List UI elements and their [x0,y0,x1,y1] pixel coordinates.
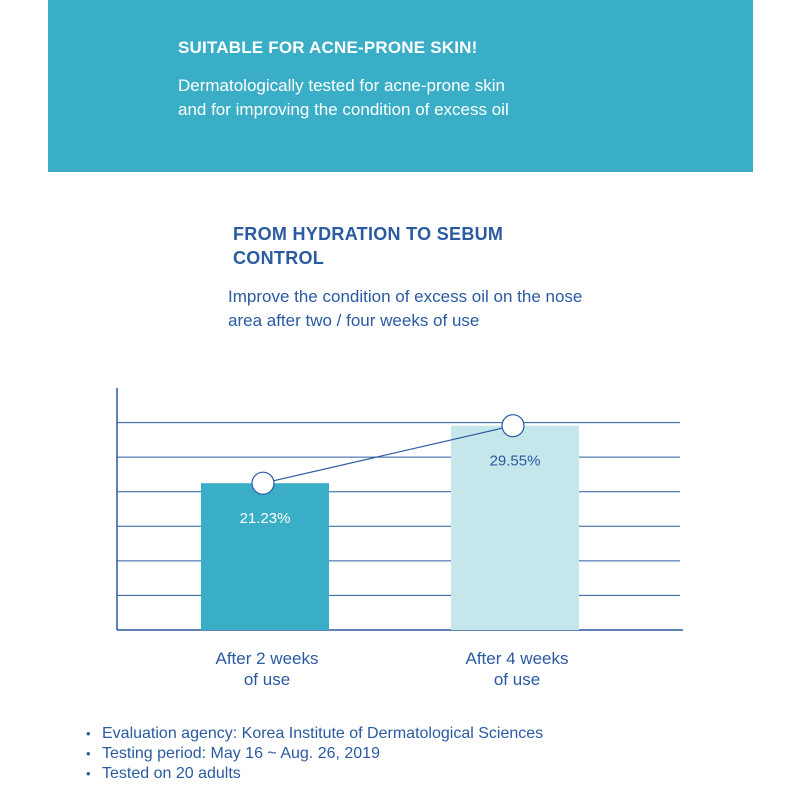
x-tick-label: After 2 weeks of use [215,649,319,689]
x-tick-label: After 4 weeks of use [465,649,569,689]
data-point [252,472,274,494]
data-point [502,415,524,437]
banner-text: Dermatologically tested for acne-prone skin and for improving the condition of excess oil [178,76,509,119]
note-subjects: • Tested on 20 adults [86,764,543,784]
banner-title: SUITABLE FOR ACNE-PRONE SKIN! [178,38,478,57]
data-label: 29.55% [489,452,541,470]
bar-chart [0,380,800,700]
note-agency: • Evaluation agency: Korea Institute of Dermatological Sciences [86,724,543,744]
notes-list [86,724,543,784]
data-label: 21.23% [239,510,291,528]
section-title: FROM HYDRATION TO SEBUM CONTROL [233,224,504,268]
note-period: • Testing period: May 16 ~ Aug. 26, 2019 [86,744,543,764]
bar [201,483,329,630]
section-subtitle: Improve the condition of excess oil on the nose area after two / four weeks of use [228,287,583,330]
